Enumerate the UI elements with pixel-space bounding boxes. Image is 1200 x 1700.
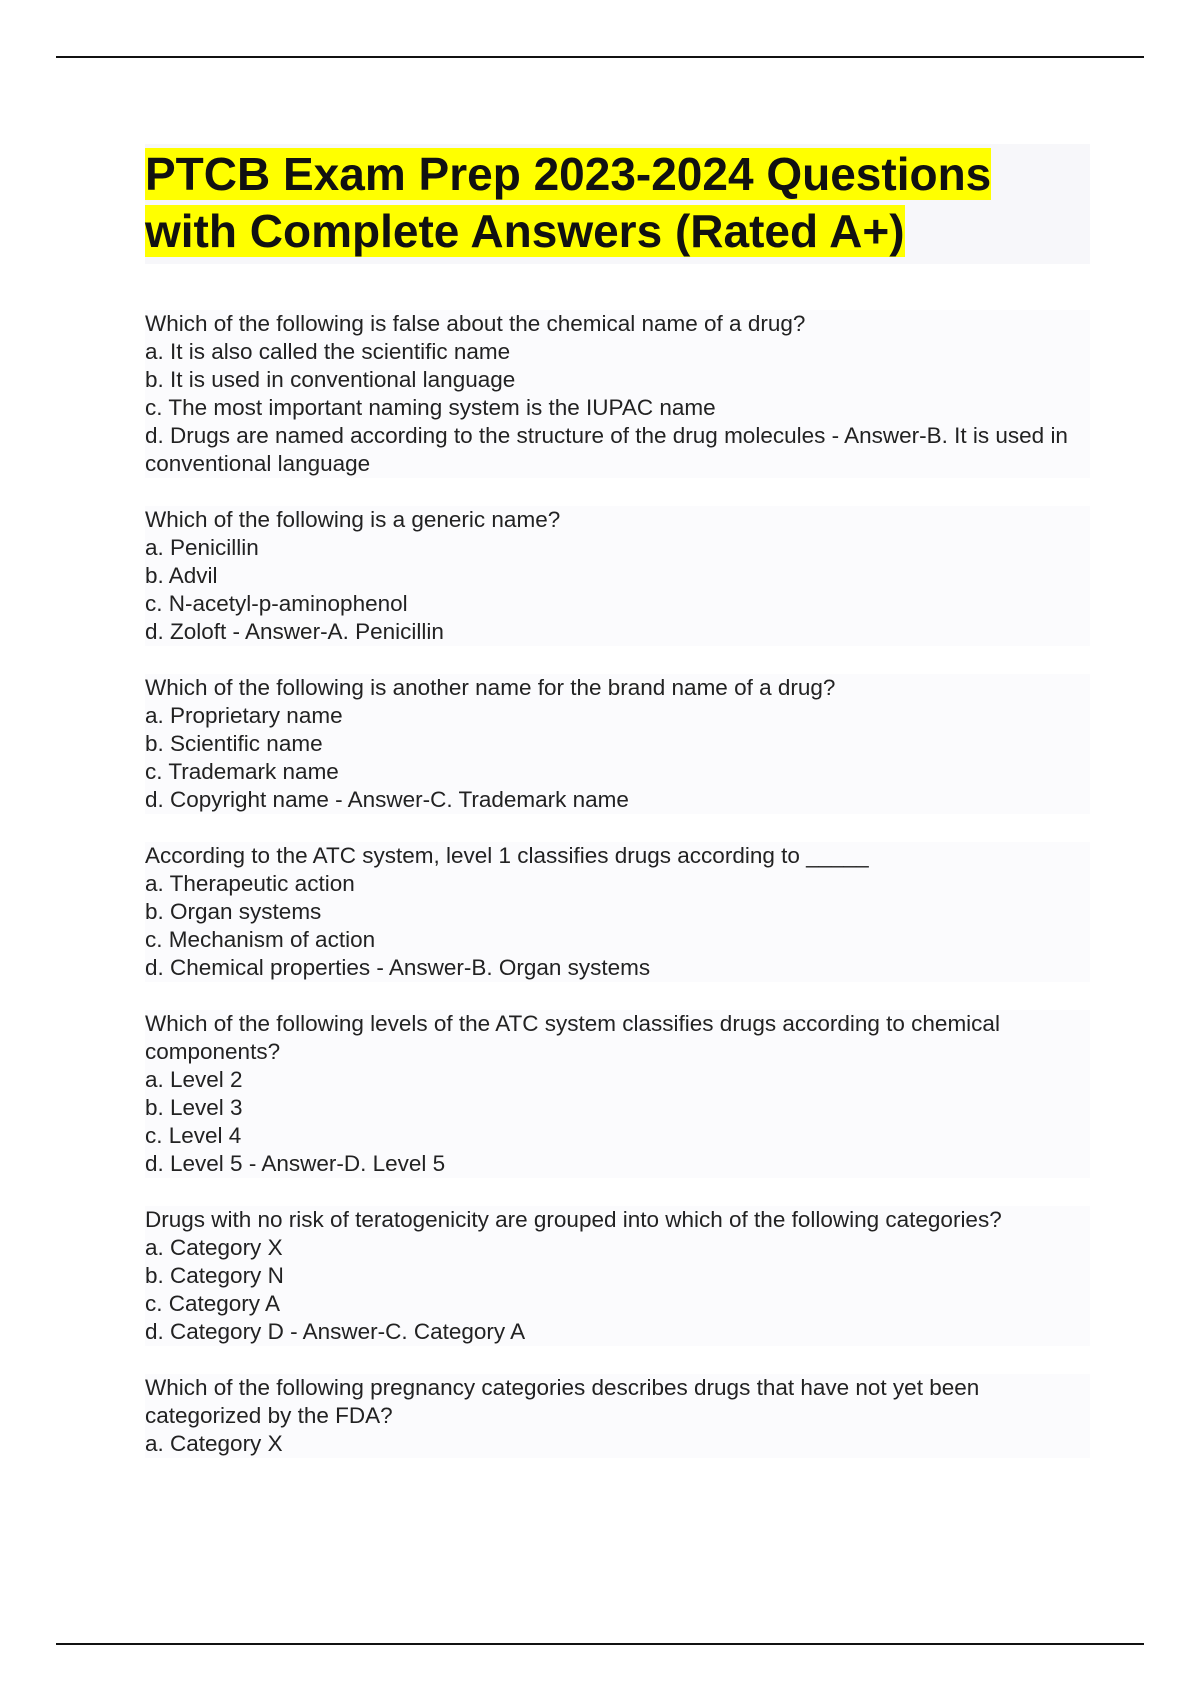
answer-option: b. It is used in conventional language — [145, 367, 516, 392]
header-rule — [56, 56, 1144, 58]
answer-option: c. N-acetyl-p-aminophenol — [145, 591, 408, 616]
answer-option: b. Advil — [145, 563, 218, 588]
question-block — [145, 506, 1090, 646]
answer-option: d. Category D - Answer-C. Category A — [145, 1319, 526, 1344]
question-block — [145, 1010, 1090, 1178]
answer-option: c. The most important naming system is the IUPAC name — [145, 395, 716, 420]
answer-option: c. Category A — [145, 1291, 281, 1316]
answer-option: b. Category N — [145, 1263, 284, 1288]
document-title — [145, 146, 1090, 260]
answer-option: c. Trademark name — [145, 759, 339, 784]
question-stem: Which of the following is false about the chemical name of a drug? — [145, 311, 806, 336]
answer-option: d. Level 5 - Answer-D. Level 5 — [145, 1151, 446, 1176]
question-stem: Drugs with no risk of teratogenicity are grouped into which of the following categories? — [145, 1207, 1002, 1232]
question-block — [145, 1206, 1090, 1346]
answer-option: a. Proprietary name — [145, 703, 343, 728]
answer-option: d. Chemical properties - Answer-B. Organ systems — [145, 955, 651, 980]
answer-option: b. Scientific name — [145, 731, 323, 756]
answer-option: d. Copyright name - Answer-C. Trademark name — [145, 787, 629, 812]
title-block — [145, 144, 1090, 264]
answer-option: b. Level 3 — [145, 1095, 243, 1120]
title-line-2: with Complete Answers (Rated A+) — [145, 205, 905, 257]
answer-option: a. It is also called the scientific name — [145, 339, 511, 364]
question-block — [145, 674, 1090, 814]
question-stem: Which of the following pregnancy categories describes drugs that have not yet been categorized by the FDA? — [145, 1375, 980, 1428]
question-stem: According to the ATC system, level 1 classifies drugs according to _____ — [145, 843, 869, 868]
answer-option: a. Category X — [145, 1235, 283, 1260]
answer-option: a. Penicillin — [145, 535, 259, 560]
answer-option: d. Zoloft - Answer-A. Penicillin — [145, 619, 444, 644]
question-block — [145, 1374, 1090, 1458]
question-stem: Which of the following levels of the ATC system classifies drugs according to chemical components? — [145, 1011, 1000, 1064]
document-body — [145, 144, 1090, 1486]
question-list — [145, 310, 1090, 1458]
question-stem: Which of the following is a generic name? — [145, 507, 561, 532]
answer-option: d. Drugs are named according to the structure of the drug molecules - Answer-B. It is used in conventional language — [145, 423, 1068, 476]
footer-rule — [56, 1643, 1144, 1645]
question-block — [145, 842, 1090, 982]
answer-option: c. Level 4 — [145, 1123, 242, 1148]
question-stem: Which of the following is another name for the brand name of a drug? — [145, 675, 836, 700]
answer-option: a. Level 2 — [145, 1067, 243, 1092]
answer-option: b. Organ systems — [145, 899, 322, 924]
answer-option: c. Mechanism of action — [145, 927, 376, 952]
question-block — [145, 310, 1090, 478]
answer-option: a. Category X — [145, 1431, 283, 1456]
answer-option: a. Therapeutic action — [145, 871, 355, 896]
title-line-1: PTCB Exam Prep 2023-2024 Questions — [145, 148, 992, 200]
